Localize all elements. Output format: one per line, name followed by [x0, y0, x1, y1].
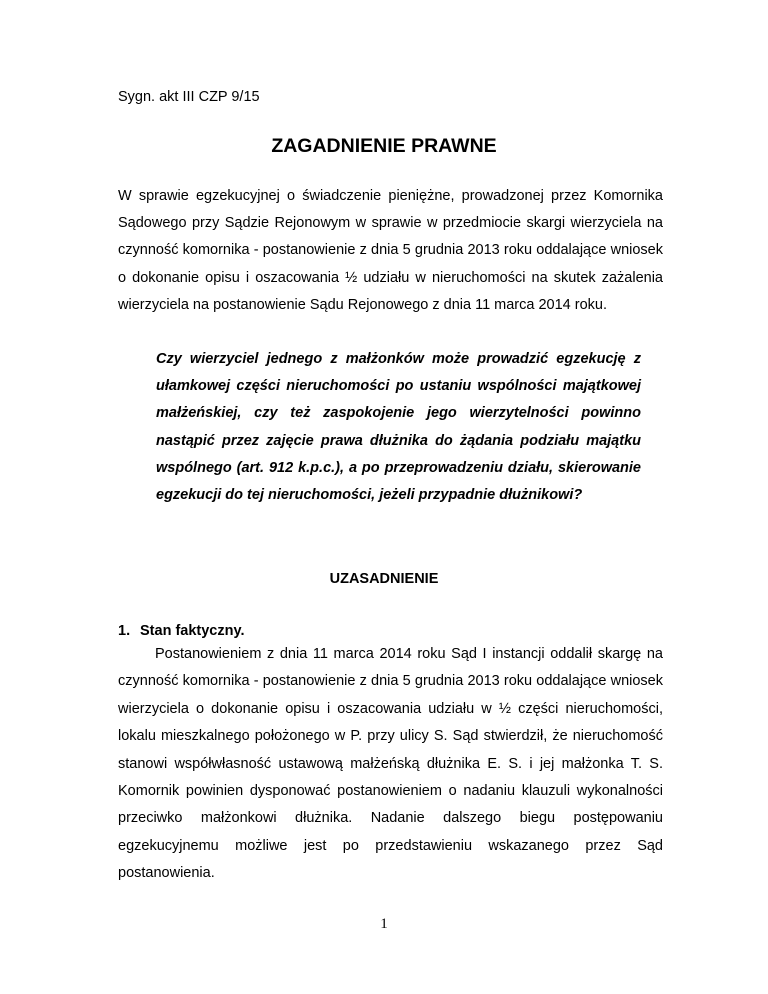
- case-signature: Sygn. akt III CZP 9/15: [118, 89, 260, 105]
- page-number: 1: [380, 916, 388, 932]
- intro-paragraph: W sprawie egzekucyjnej o świadczenie pieniężne, prowadzonej przez Komornika Sądowego przy Sądzie Rejonowym w sprawie w przedmiocie skargi wierzyciela na czynność komornika - postanowienie z dnia 5 grudnia 2013 roku oddalające wniosek o dokonanie opisu i oszacowania ½ udziału w nieruchomości na skutek zażalenia wierzyciela na postanowienie Sądu Rejonowego z dnia 11 marca 2014 roku.: [118, 188, 663, 313]
- section-title: Stan faktyczny.: [140, 623, 245, 639]
- document-title: ZAGADNIENIE PRAWNE: [271, 135, 497, 157]
- section-heading: [118, 621, 245, 641]
- justification-heading: UZASADNIENIE: [329, 571, 439, 587]
- section-number: 1.: [118, 623, 131, 639]
- facts-paragraph: Postanowieniem z dnia 11 marca 2014 roku Sąd I instancji oddalił skargę na czynność komornika - postanowienie z dnia 5 grudnia 2013 roku oddalające wniosek wierzyciela o dokonanie opisu i oszacowania udziału w ½ części nieruchomości, lokalu mieszkalnego położonego w P. przy ulicy S. Sąd stwierdził, że nieruchomość stanowi współwłasność ustawową małżeńską dłużnika E. S. i jej małżonka T. S. Komornik powinien dysponować postanowieniem o nadaniu klauzuli wykonalności przeciwko małżonkowi dłużnika. Nadanie dalszego biegu postępowaniu egzekucyjnemu możliwe jest po przedstawieniu wskazanego przez Sąd postanowienia.: [118, 646, 663, 882]
- legal-question: Czy wierzyciel jednego z małżonków może prowadzić egzekucję z ułamkowej części nieruchomości po ustaniu wspólności majątkowej małżeńskiej, czy też zaspokojenie jego wierzytelności powinno nastąpić przez zajęcie prawa dłużnika do żądania podziału majątku wspólnego (art. 912 k.p.c.), a po przeprowadzeniu działu, skierowanie egzekucji do tej nieruchomości, jeżeli przypadnie dłużnikowi?: [156, 351, 641, 504]
